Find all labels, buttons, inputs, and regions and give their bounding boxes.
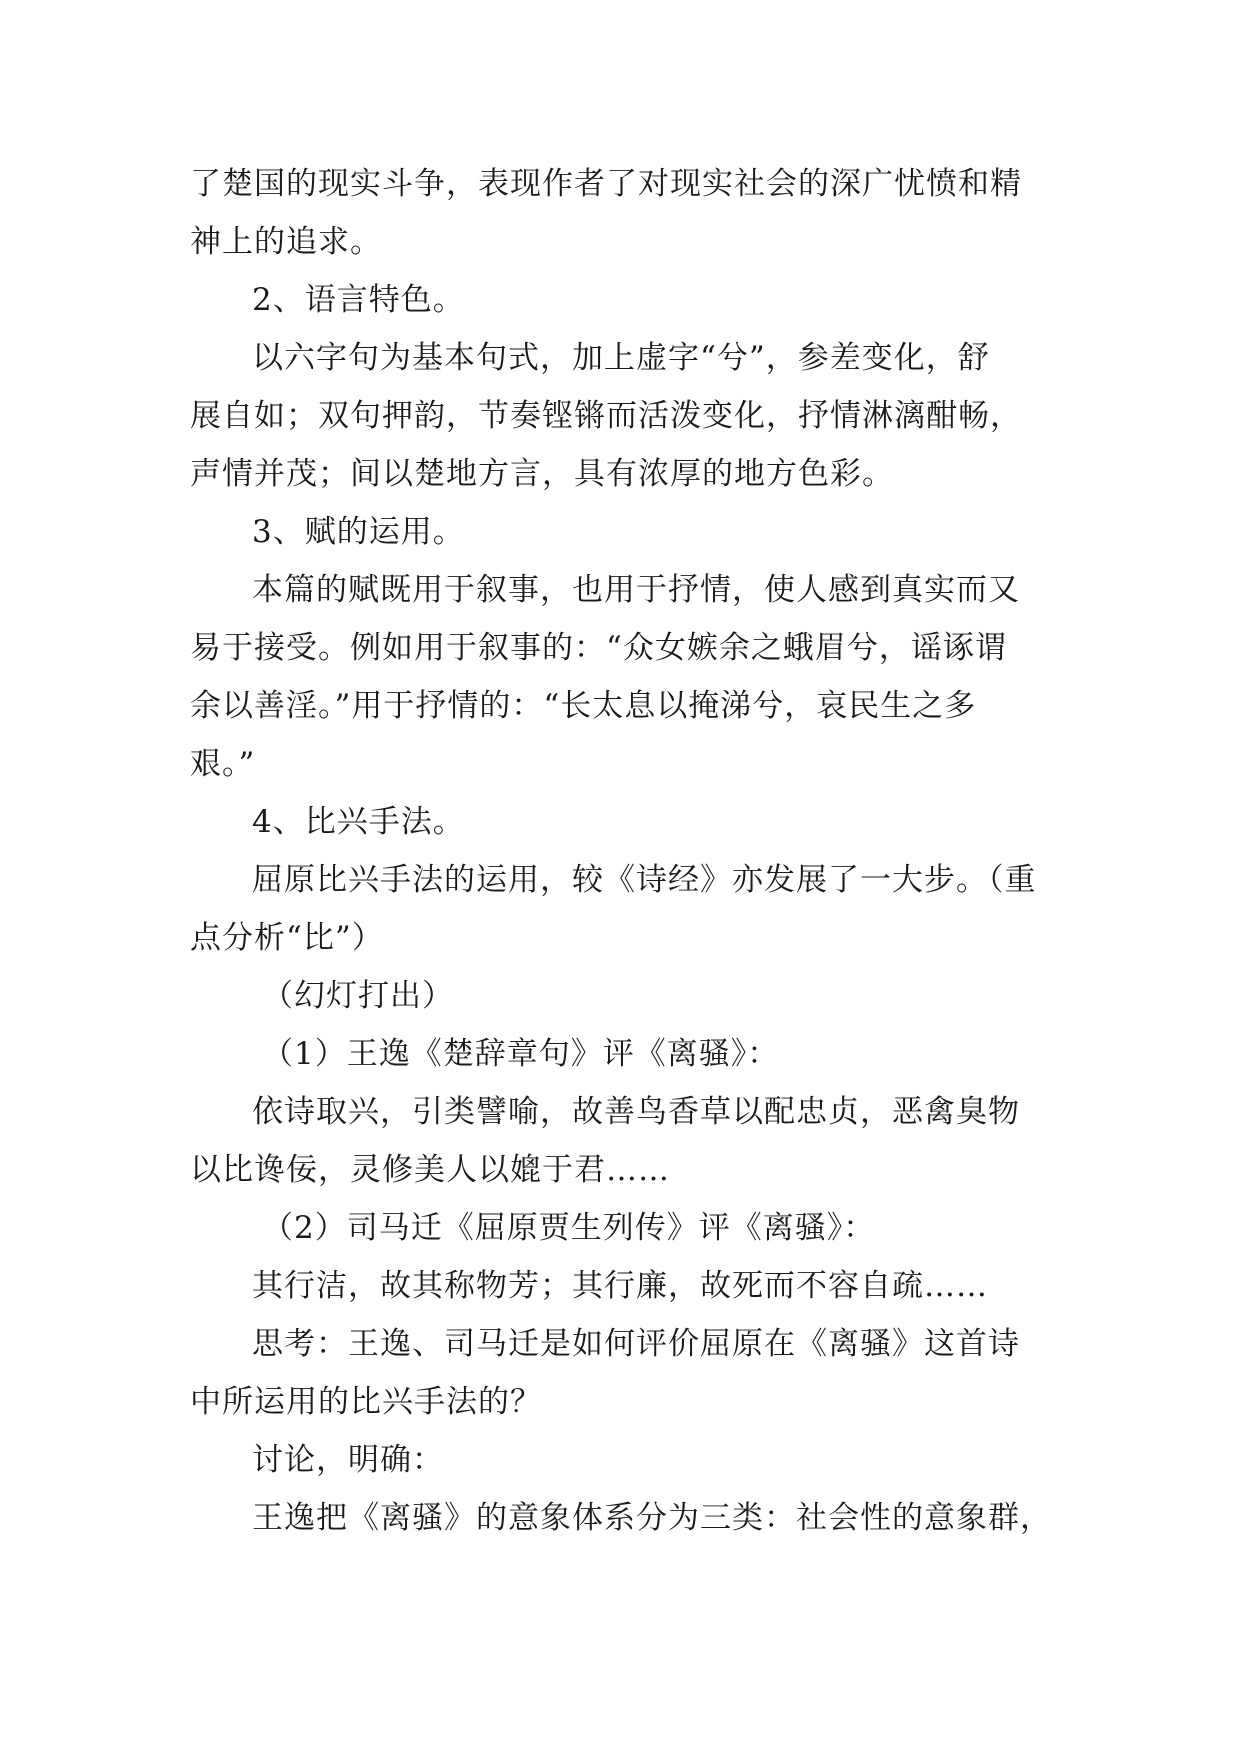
text-line-23: 讨论，明确： <box>252 1442 444 1478</box>
text-line-5: 展自如；双句押韵，节奏铿锵而活泼变化，抒情淋漓酣畅， <box>190 398 1022 434</box>
text-line-13: 屈原比兴手法的运用，较《诗经》亦发展了一大步。（重 <box>252 862 1037 898</box>
text-line-17: 依诗取兴，引类譬喻，故善鸟香草以配忠贞，恶禽臭物 <box>252 1094 1020 1130</box>
text-line-24: 王逸把《离骚》的意象体系分为三类：社会性的意象群， <box>252 1500 1052 1536</box>
text-line-9: 易于接受。例如用于叙事的：“众女嫉余之蛾眉兮，谣诼谓 <box>190 630 1007 666</box>
text-line-6: 声情并茂；间以楚地方言，具有浓厚的地方色彩。 <box>190 456 894 492</box>
text-line-1: 了楚国的现实斗争，表现作者了对现实社会的深广忧愤和精 <box>190 166 1022 202</box>
text-line-16: （1）王逸《楚辞章句》评《离骚》： <box>262 1036 780 1072</box>
section-heading-bixing: 4、比兴手法。 <box>252 804 465 840</box>
text-line-21: 思考：王逸、司马迁是如何评价屈原在《离骚》这首诗 <box>252 1326 1020 1362</box>
section-heading-fu: 3、赋的运用。 <box>252 514 465 550</box>
text-line-20: 其行洁，故其称物芳；其行廉，故死而不容自疏…… <box>252 1268 988 1304</box>
text-line-8: 本篇的赋既用于叙事，也用于抒情，使人感到真实而又 <box>252 572 1020 608</box>
text-line-10: 余以善淫。”用于抒情的：“长太息以掩涕兮，哀民生之多 <box>190 688 977 724</box>
section-heading-language: 2、语言特色。 <box>252 282 465 318</box>
text-line-14: 点分析“比”） <box>190 920 384 956</box>
text-line-19: （2）司马迁《屈原贾生列传》评《离骚》： <box>262 1210 876 1246</box>
text-line-2: 神上的追求。 <box>190 224 382 260</box>
text-line-18: 以比谗佞，灵修美人以媲于君…… <box>190 1152 670 1188</box>
text-line-11: 艰。” <box>190 746 256 782</box>
text-line-22: 中所运用的比兴手法的？ <box>190 1384 542 1420</box>
text-line-15: （幻灯打出） <box>262 978 454 1014</box>
text-line-4: 以六字句为基本句式，加上虚字“兮”，参差变化，舒 <box>252 340 990 376</box>
